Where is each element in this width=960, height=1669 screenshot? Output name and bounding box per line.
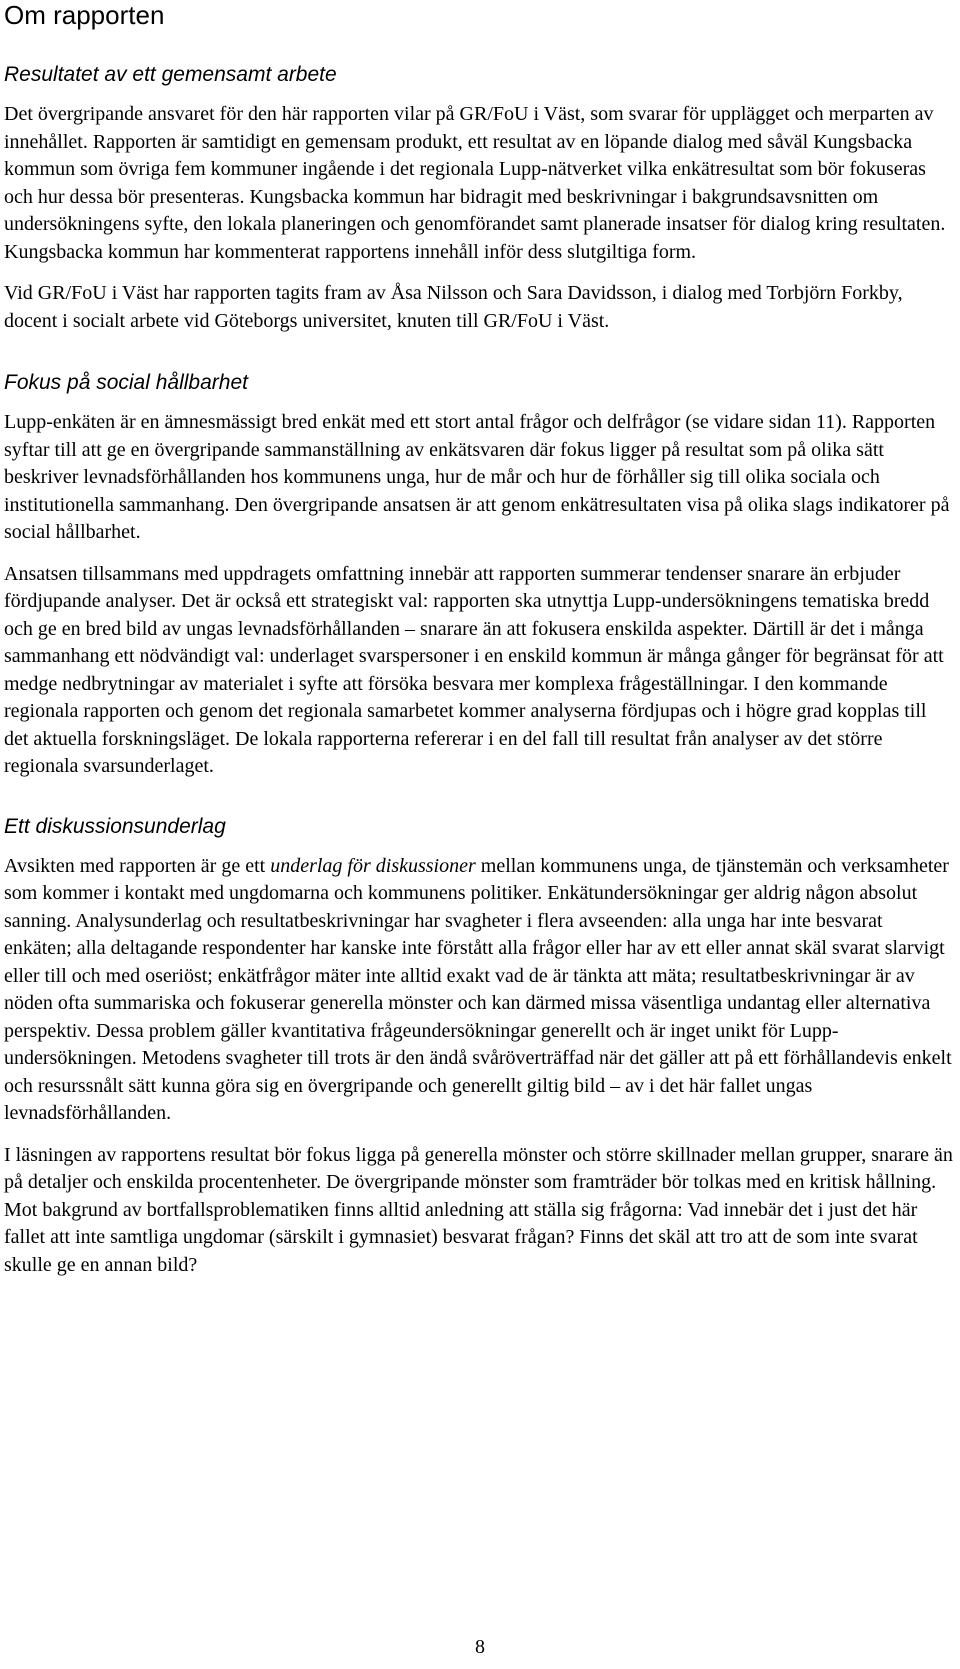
section-fokus xyxy=(4,370,954,781)
paragraph: Lupp-enkäten är en ämnesmässigt bred enkät med ett stort antal frågor och delfrågor (se vidare sidan 11). Rapporten syftar till att ge en övergripande sammanställning av enkätsvaren där fokus ligger på resultat som på olika sätt beskriver levnadsförhållanden hos kommunens unga, hur de mår och hur de förhåller sig till olika sociala och institutionella sammanhang. Den övergripande ansatsen är att genom enkätresultaten visa på olika slags indikatorer på social hållbarhet. xyxy=(4,411,950,543)
section-heading: Fokus på social hållbarhet xyxy=(4,371,248,394)
paragraph: I läsningen av rapportens resultat bör fokus ligga på generella mönster och större skillnader mellan grupper, snarare än på detaljer och enskilda procentenheter. De övergripande mönster som framträder bör tolkas med en kritisk hållning. Mot bakgrund av bortfallsproblematiken finns alltid anledning att ställa sig frågorna: Vad innebär det i just det här fallet att inte samtliga ungdomar (särskilt i gymnasiet) besvarat frågan? Finns det skäl att tro att de som inte svarat skulle ge en annan bild? xyxy=(4,1143,953,1276)
paragraph xyxy=(4,853,954,1128)
page-title: Om rapporten xyxy=(4,0,165,30)
document-page xyxy=(4,0,954,1279)
section-heading: Resultatet av ett gemensamt arbete xyxy=(4,63,337,86)
emphasized-text: underlag för diskussioner xyxy=(270,854,476,877)
paragraph: Vid GR/FoU i Väst har rapporten tagits fram av Åsa Nilsson och Sara Davidsson, i dialog med Torbjörn Forkby, docent i socialt arbete vid Göteborgs universitet, knuten till GR/FoU i Väst. xyxy=(4,282,903,332)
paragraph-text: mellan kommunens unga, de tjänstemän och verksamheter som kommer i kontakt med ungdomarna och kommunens politiker. Enkätundersökningar ger aldrig någon absolut sanning. Analysunderlag och resultatbeskrivningar har svagheter i flera avseenden: alla unga har inte besvarat enkäten; alla deltagande respondenter har kanske inte förstått alla frågor eller har av ett eller annat skäl svarat slarvigt eller till och med oseriöst; enkätfrågor mäter inte alltid exakt vad de är tänkta att mäta; resultatbeskrivningar är av nöden ofta summariska och fokuserar generella mönster och kan därmed missa väsentliga undantag eller alternativa perspektiv. Dessa problem gäller kvantitativa frågeundersökningar generellt och är inget unikt för Lupp-undersökningen. Metodens svagheter till trots är den ändå svåröverträffad när det gäller att på ett förhållandevis enkelt och resurssnålt sätt kunna göra sig en övergripande och generellt giltig bild – av i det här fallet ungas levnadsförhållanden. xyxy=(4,854,952,1124)
page-number: 8 xyxy=(475,1636,485,1658)
paragraph: Det övergripande ansvaret för den här rapporten vilar på GR/FoU i Väst, som svarar för upplägget och merparten av innehållet. Rapporten är samtidigt en gemensam produkt, ett resultat av en löpande dialog med såväl Kungsbacka kommun som övriga fem kommuner ingående i det regionala Lupp-nätverket vilka enkätresultat som bör fokuseras och hur dessa bör presenteras. Kungsbacka kommun har bidragit med beskrivningar i bakgrundsavsnitten om undersökningens syfte, den lokala planeringen och genomförandet samt planerade insatser för dialog kring resultaten. Kungsbacka kommun har kommenterat rapportens innehåll inför dess slutgiltiga form. xyxy=(4,103,946,263)
paragraph: Ansatsen tillsammans med uppdragets omfattning innebär att rapporten summerar tendenser snarare än erbjuder fördjupande analyser. Det är också ett strategiskt val: rapporten ska utnyttja Lupp-undersökningens tematiska bredd och ge en bred bild av ungas levnadsförhållanden – snarare än att fokusera enskilda aspekter. Därtill är det i många sammanhang ett nödvändigt val: underlaget svarspersoner i en enskild kommun är många gånger för begränsat för att medge nedbrytningar av materialet i syfte att försöka besvara mer komplexa frågeställningar. I den kommande regionala rapporten och genom det regionala samarbetet kommer analyserna fördjupas och i högre grad kopplas till det aktuella forskningsläget. De lokala rapporterna refererar i en del fall till resultat från analyser av det större regionala svarsunderlaget. xyxy=(4,562,944,777)
section-heading: Ett diskussionsunderlag xyxy=(4,814,226,838)
paragraph-text: Avsikten med rapporten är ge ett xyxy=(4,854,271,877)
section-diskussion xyxy=(4,814,954,1280)
section-resultatet xyxy=(4,62,954,335)
